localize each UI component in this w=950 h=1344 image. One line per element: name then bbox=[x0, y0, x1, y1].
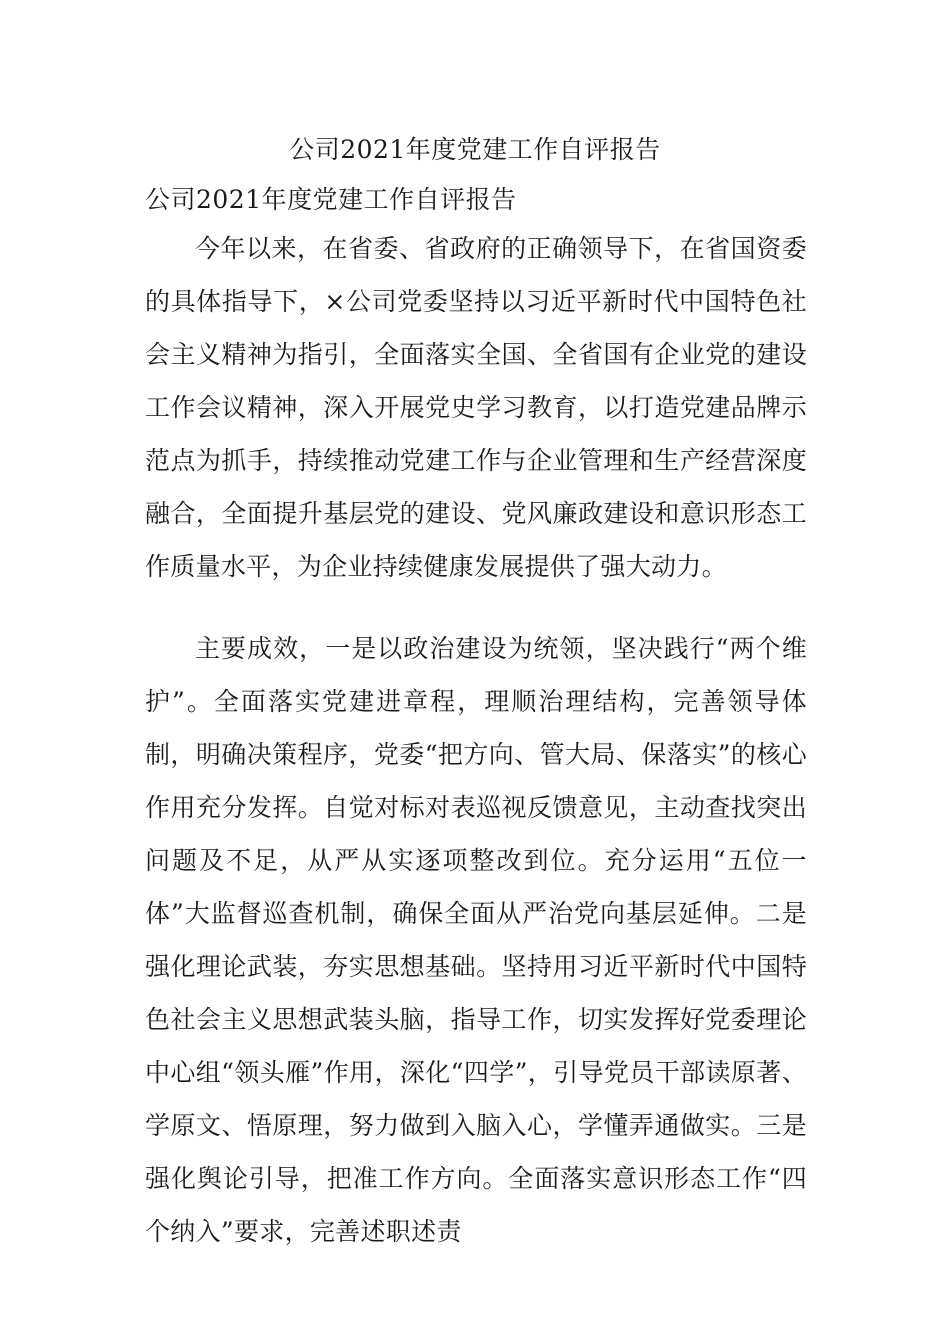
document-title: 公司2021年度党建工作自评报告 bbox=[289, 135, 661, 164]
document-subtitle: 公司2021年度党建工作自评报告 bbox=[145, 185, 517, 214]
body-paragraph: 今年以来，在省委、省政府的正确领导下，在省国资委的具体指导下，×公司党委坚持以习近平新时代中国特色社会主义精神为指引，全面落实全国、全省国有企业党的建设工作会议精神，深入开展党史学习教育，以打造党建品牌示范点为抓手，持续推动党建工作与企业管理和生产经营深度融合，全面提升基层党的建设、党风廉政建设和意识形态工作质量水平，为企业持续健康发展提供了强大动力。 bbox=[145, 234, 807, 581]
body-paragraph: 主要成效，一是以政治建设为统领，坚决践行“两个维护”。全面落实党建进章程，理顺治理结构，完善领导体制，明确决策程序，党委“把方向、管大局、保落实”的核心作用充分发挥。自觉对标对表巡视反馈意见，主动查找突出问题及不足，从严从实逐项整改到位。充分运用“五位一体”大监督巡查机制，确保全面从严治党向基层延伸。二是强化理论武装，夯实思想基础。坚持用习近平新时代中国特色社会主义思想武装头脑，指导工作，切实发挥好党委理论中心组“领头雁”作用，深化“四学”，引导党员干部读原著、学原文、悟原理，努力做到入脑入心，学懂弄通做实。三是强化舆论引导，把准工作方向。全面落实意识形态工作“四个纳入”要求，完善述职述责 bbox=[145, 634, 807, 1246]
